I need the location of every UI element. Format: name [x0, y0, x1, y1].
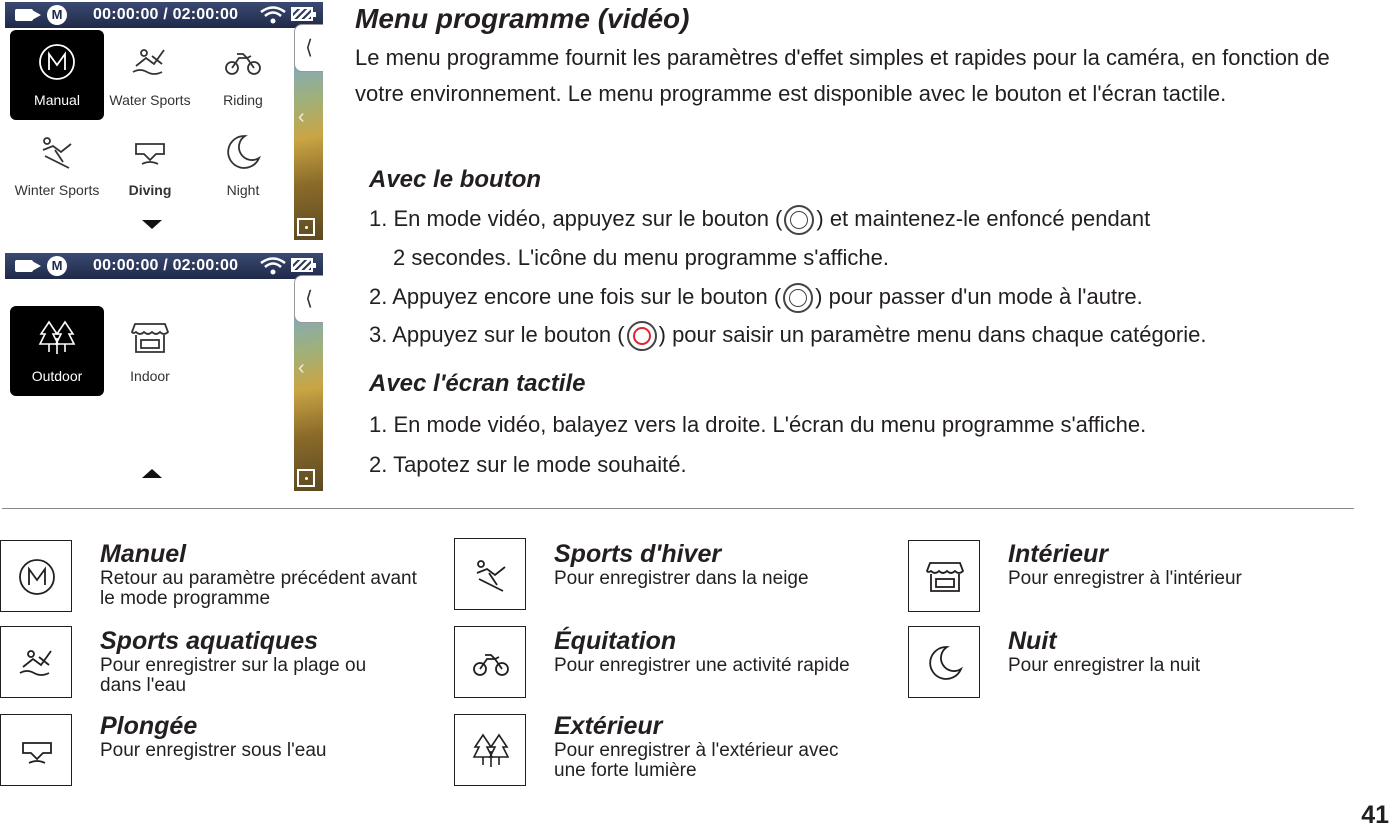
water-sports-icon	[17, 643, 57, 683]
legend-name: Nuit	[1008, 627, 1057, 655]
frame-icon	[297, 469, 315, 487]
frame-icon	[297, 218, 315, 236]
step-text: 1. En mode vidéo, appuyez sur le bouton (	[369, 206, 783, 231]
indoor-icon	[130, 318, 170, 358]
manual-icon	[17, 557, 57, 597]
legend-desc: Pour enregistrer sur la plage ou dans l'eau	[100, 655, 367, 696]
step-text: ) et maintenez-le enfoncé pendant	[816, 206, 1151, 231]
manual-icon	[37, 42, 77, 82]
tile-diving[interactable]	[103, 120, 197, 210]
mode-button-icon	[784, 205, 814, 235]
diving-icon	[17, 731, 57, 771]
page-title: Menu programme (vidéo)	[355, 3, 690, 34]
mode-badge: M	[47, 256, 67, 276]
live-preview	[294, 305, 323, 491]
legend-icon-box	[0, 626, 72, 698]
legend-icon-box	[908, 540, 980, 612]
status-bar	[5, 2, 323, 28]
touch-step-2: 2. Tapotez sur le mode souhaité.	[369, 452, 687, 477]
camera-screen-program-menu-2	[5, 253, 323, 494]
scroll-up-icon[interactable]	[142, 469, 162, 478]
button-step-2	[369, 282, 1143, 313]
video-camera-icon	[15, 260, 33, 272]
touch-step-1: 1. En mode vidéo, balayez vers la droite. L'écran du menu programme s'affiche.	[369, 412, 1147, 437]
legend-icon-box	[0, 540, 72, 612]
record-button-icon	[627, 321, 657, 351]
scroll-down-icon[interactable]	[142, 220, 162, 229]
riding-icon	[223, 42, 263, 82]
collapse-tab[interactable]: ⟨	[294, 24, 323, 72]
divider	[2, 508, 1354, 509]
wifi-icon	[260, 257, 286, 275]
legend-icon-box	[454, 626, 526, 698]
tile-water-sports[interactable]	[103, 30, 197, 120]
riding-icon	[471, 643, 511, 683]
night-icon	[223, 132, 263, 172]
collapse-tab[interactable]: ⟨	[294, 275, 323, 323]
water-sports-icon	[130, 42, 170, 82]
button-step-1-continued: 2 secondes. L'icône du menu programme s'affiche.	[393, 245, 889, 270]
step-text: ) pour passer d'un mode à l'autre.	[815, 284, 1143, 309]
status-bar	[5, 253, 323, 279]
battery-icon	[291, 258, 313, 272]
night-icon	[925, 643, 965, 683]
chevron-left-icon: ‹	[298, 106, 305, 128]
tile-label: Outdoor	[31, 368, 83, 384]
tile-riding[interactable]	[196, 30, 290, 120]
legend-name: Sports aquatiques	[100, 627, 319, 655]
tile-manual[interactable]	[10, 30, 104, 120]
tile-label: Diving	[128, 182, 172, 198]
legend-desc: Pour enregistrer dans la neige	[554, 568, 809, 589]
tile-outdoor[interactable]	[10, 306, 104, 396]
video-camera-icon	[15, 9, 33, 21]
tile-night[interactable]	[196, 120, 290, 210]
wifi-icon	[260, 6, 286, 24]
tile-label: Manual	[34, 92, 80, 108]
legend-name: Sports d'hiver	[554, 540, 722, 568]
legend-name: Extérieur	[554, 712, 663, 740]
legend-icon-box	[0, 714, 72, 786]
legend-desc: Pour enregistrer la nuit	[1008, 655, 1201, 676]
recording-time: 00:00:00 / 02:00:00	[93, 6, 239, 23]
winter-sports-icon	[471, 555, 511, 595]
legend-name: Intérieur	[1008, 540, 1109, 568]
chevron-left-icon: ‹	[298, 357, 305, 379]
legend-icon-box	[454, 714, 526, 786]
button-step-3	[369, 320, 1207, 351]
legend-icon-box	[454, 538, 526, 610]
button-step-1	[369, 204, 1150, 235]
legend-desc: Retour au paramètre précédent avant le mode programme	[100, 568, 417, 609]
battery-icon	[291, 7, 313, 21]
tile-label: Night	[226, 182, 260, 198]
page-number: 41	[1361, 801, 1389, 829]
legend-name: Équitation	[554, 627, 677, 655]
outdoor-icon	[471, 731, 511, 771]
legend-name: Manuel	[100, 540, 187, 568]
button-section-heading: Avec le bouton	[369, 166, 542, 193]
step-text: 3. Appuyez sur le bouton (	[369, 322, 625, 347]
step-text: 2. Appuyez encore une fois sur le bouton (	[369, 284, 782, 309]
tile-indoor[interactable]	[103, 306, 197, 396]
indoor-icon	[925, 557, 965, 597]
legend-desc: Pour enregistrer à l'extérieur avec une forte lumière	[554, 740, 839, 781]
tile-label: Winter Sports	[14, 182, 100, 198]
legend-desc: Pour enregistrer une activité rapide	[554, 655, 850, 676]
legend-icon-box	[908, 626, 980, 698]
mode-button-icon	[783, 283, 813, 313]
legend-name: Plongée	[100, 712, 198, 740]
mode-badge: M	[47, 5, 67, 25]
outdoor-icon	[37, 318, 77, 358]
legend-desc: Pour enregistrer sous l'eau	[100, 740, 327, 761]
recording-time: 00:00:00 / 02:00:00	[93, 257, 239, 274]
diving-icon	[130, 132, 170, 172]
tile-winter-sports[interactable]	[10, 120, 104, 210]
touch-section-heading: Avec l'écran tactile	[369, 370, 586, 397]
tile-label: Water Sports	[109, 92, 191, 108]
tile-label: Indoor	[130, 368, 170, 384]
camera-screen-program-menu-1	[5, 2, 323, 243]
legend-desc: Pour enregistrer à l'intérieur	[1008, 568, 1242, 589]
step-text: ) pour saisir un paramètre menu dans chaque catégorie.	[658, 322, 1207, 347]
intro-paragraph: Le menu programme fournit les paramètres d'effet simples et rapides pour la caméra, en fonction de votre environnement. Le menu programme est disponible avec le bouton et l'écran tactile.	[355, 45, 1330, 106]
tile-label: Riding	[223, 92, 263, 108]
winter-sports-icon	[37, 132, 77, 172]
live-preview	[294, 54, 323, 240]
